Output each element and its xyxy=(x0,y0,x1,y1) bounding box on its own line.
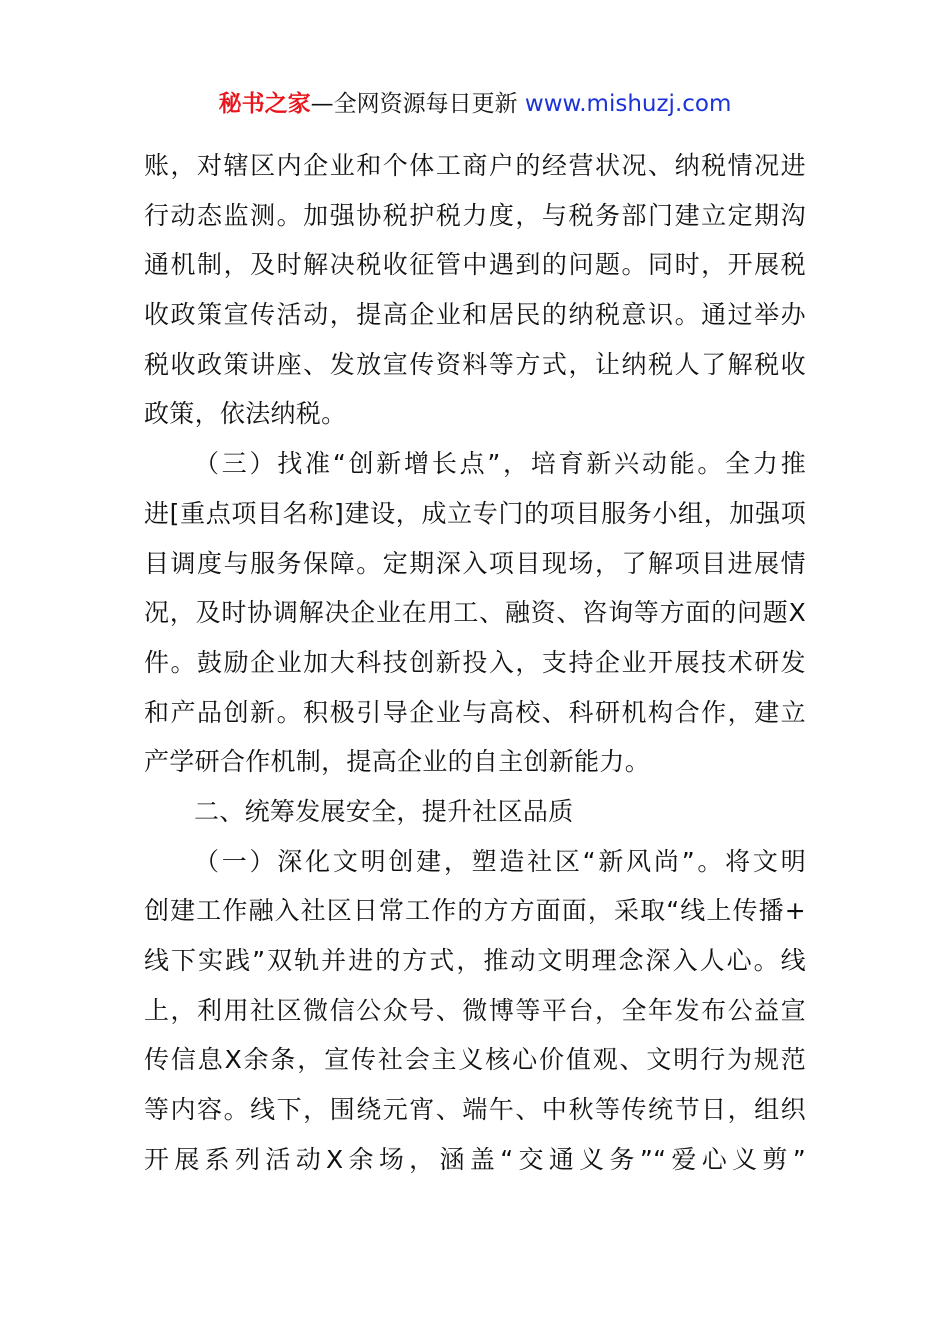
header-tagline: —全网资源每日更新 xyxy=(310,91,525,117)
text-line: 件。鼓励企业加大科技创新投入，支持企业开展技术研发 xyxy=(144,647,806,677)
text-line: 行动态监测。加强协税护税力度，与税务部门建立定期沟 xyxy=(144,200,806,230)
text-line: 收政策宣传活动，提高企业和居民的纳税意识。通过举办 xyxy=(144,300,806,330)
text-line: 账，对辖区内企业和个体工商户的经营状况、纳税情况进 xyxy=(144,151,806,180)
text-line: 进[重点项目名称]建设，成立专门的项目服务小组，加强项 xyxy=(144,498,806,528)
site-header xyxy=(0,86,950,122)
text-line: 产学研合作机制，提高企业的自主创新能力。 xyxy=(144,747,651,777)
text-line: 目调度与服务保障。定期深入项目现场，了解项目进展情 xyxy=(144,548,806,578)
site-url-link[interactable]: www.mishuzj.com xyxy=(524,91,732,117)
text-line: 等内容。线下，围绕元宵、端午、中秋等传统节日，组织 xyxy=(144,1095,806,1125)
section-heading-2: 二、统筹发展安全，提升社区品质 xyxy=(194,796,574,826)
text-line: 政策，依法纳税。 xyxy=(144,399,347,429)
text-line: 税收政策讲座、发放宣传资料等方式，让纳税人了解税收 xyxy=(144,349,806,379)
text-line: 传信息X余条，宣传社会主义核心价值观、文明行为规范 xyxy=(144,1045,806,1075)
text-line: 通机制，及时解决税收征管中遇到的问题。同时，开展税 xyxy=(144,250,806,280)
text-line: 线下实践”双轨并进的方式，推动文明理念深入人心。线 xyxy=(144,946,806,975)
section-heading-3: （三）找准“创新增长点”，培育新兴动能。全力推 xyxy=(194,449,806,479)
text-line: 开展系列活动X余场，涵盖“交通义务”“爱心义剪” xyxy=(144,1144,806,1174)
document-body xyxy=(144,141,806,1184)
section-heading-1: （一）深化文明创建，塑造社区“新风尚”。将文明 xyxy=(194,846,806,876)
text-line: 和产品创新。积极引导企业与高校、科研机构合作，建立 xyxy=(144,697,806,727)
text-line: 创建工作融入社区日常工作的方方面面，采取“线上传播+ xyxy=(144,896,806,926)
text-line: 况，及时协调解决企业在用工、融资、咨询等方面的问题X xyxy=(144,598,806,628)
text-line: 上，利用社区微信公众号、微博等平台，全年发布公益宣 xyxy=(144,995,806,1025)
brand-name: 秘书之家 xyxy=(218,91,311,117)
